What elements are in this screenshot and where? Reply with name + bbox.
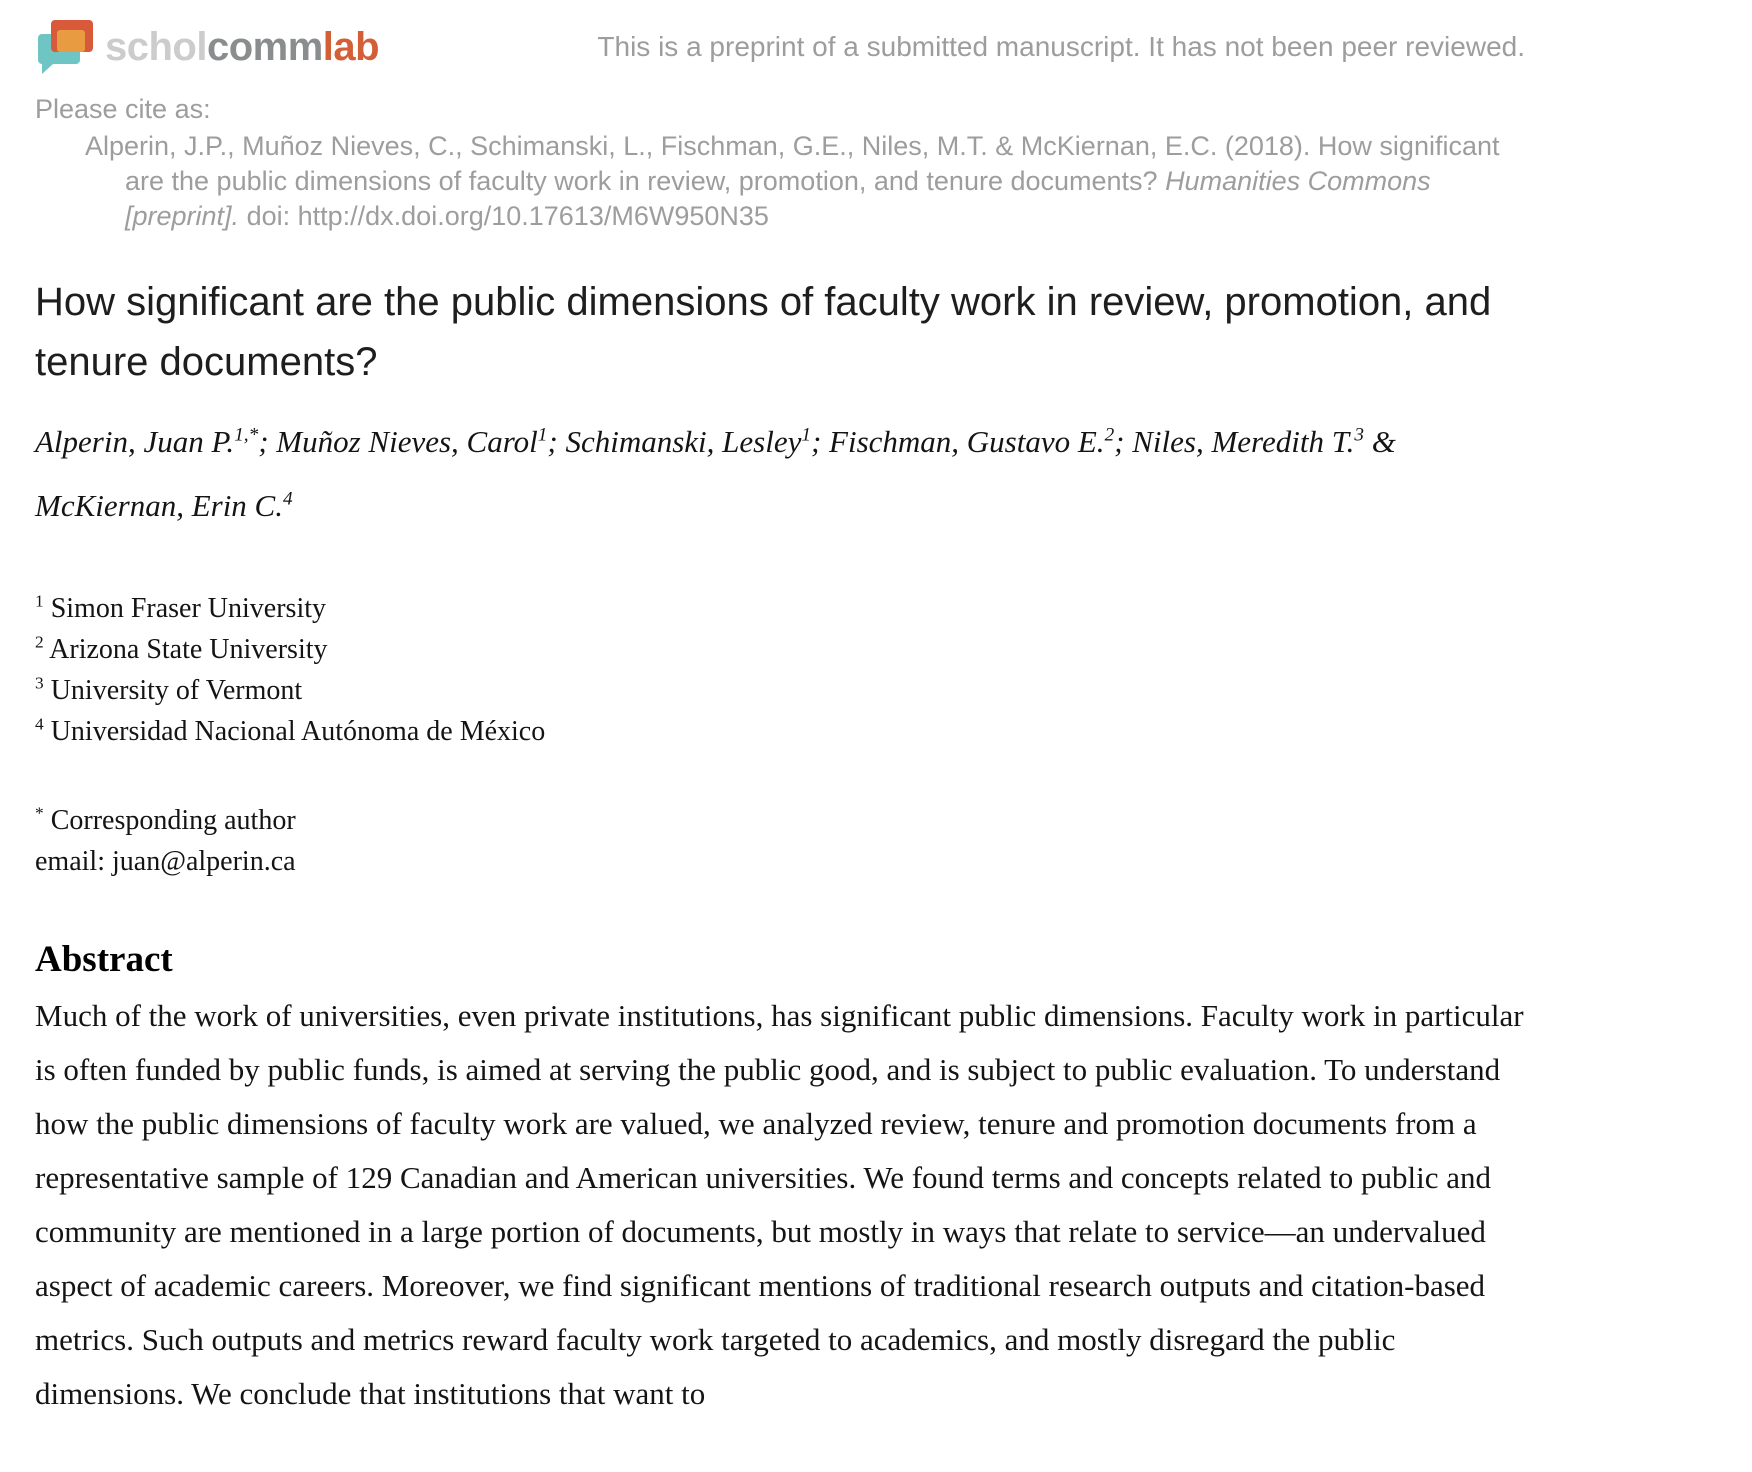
citation-label: Please cite as: [35, 94, 211, 124]
citation-block [35, 92, 1525, 234]
paper-title: How significant are the public dimensions of faculty work in review, promotion, and tenure documents? [35, 280, 1492, 384]
logo-wordmark [105, 27, 379, 67]
doi-link[interactable]: http://dx.doi.org/10.17613/M6W950N35 [297, 201, 769, 231]
author: Muñoz Nieves, Carol$^1$ [276, 424, 548, 459]
abstract-heading: Abstract [35, 939, 173, 980]
preprint-notice: This is a preprint of a submitted manuscript. It has not been peer reviewed. [597, 31, 1525, 62]
citation-doi-label: doi: [239, 201, 298, 231]
corresponding-author-block [35, 800, 1525, 882]
affiliation-list [35, 588, 1525, 752]
author: Fischman, Gustavo E.$^2$ [829, 424, 1115, 459]
author: Alperin, Juan P.$^{1,*}$ [35, 424, 259, 459]
corresponding-label: Corresponding author [50, 805, 296, 836]
corresponding-asterisk: * [35, 803, 44, 823]
logo-part-schol: schol [105, 25, 207, 69]
abstract-text: Much of the work of universities, even private institutions, has significant public dimensions. Faculty work in particular is often funded by public funds, is aimed at serving the public good, and is subject to public evaluation. To understand how the public dimensions of faculty work are valued, we analyzed review, tenure and promotion documents from a representative sample of 129 Canadian and American universities. We found terms and concepts related to public and community are mentioned in a large portion of documents, but mostly in ways that relate to service—an undervalued aspect of academic careers. Moreover, we find significant mentions of traditional research outputs and citation-based metrics. Such outputs and metrics reward faculty work targeted to academics, and mostly disregard the public dimensions. We conclude that institutions that want to [35, 998, 1524, 1411]
citation-text-regular: Alperin, J.P., Muñoz Nieves, C., Schimanski, L., Fischman, G.E., Niles, M.T. & McKiernan, E.C. (2018). How significant are the public dimensions of faculty work in review, promotion, and tenure documents? [85, 131, 1500, 196]
citation-text [85, 129, 1525, 234]
citation-text-italic: Humanities Commons [preprint]. [125, 166, 1431, 231]
email-link[interactable]: juan@alperin.ca [111, 846, 296, 877]
scholcommlab-logo[interactable] [35, 18, 379, 76]
corresponding-author-line [35, 800, 1525, 841]
logo-part-lab: lab [322, 25, 380, 69]
affiliation: $^4$ Universidad Nacional Autónoma de México [35, 714, 546, 747]
author: Niles, Meredith T.$^3$ [1132, 424, 1365, 459]
speech-bubbles-icon [35, 18, 95, 76]
author: Schimanski, Lesley$^1$ [565, 424, 811, 459]
page-header [35, 18, 1525, 76]
email-label: email: [35, 846, 112, 877]
affiliation: $^1$ Simon Fraser University [35, 591, 326, 624]
affiliation: $^2$ Arizona State University [35, 632, 328, 665]
author-list: Alperin, Juan P.$^{1,*}$; Muñoz Nieves, Carol$^1$; Schimanski, Lesley$^1$; Fischman, Gustavo E.$^2$; Niles, Meredith T.$^3$ & McKiernan, Erin C.$^4$ [35, 424, 1396, 523]
affiliation: $^3$ University of Vermont [35, 673, 303, 706]
author: McKiernan, Erin C.$^4$ [35, 488, 293, 523]
logo-part-comm: comm [206, 25, 323, 69]
email-line [35, 841, 1525, 882]
